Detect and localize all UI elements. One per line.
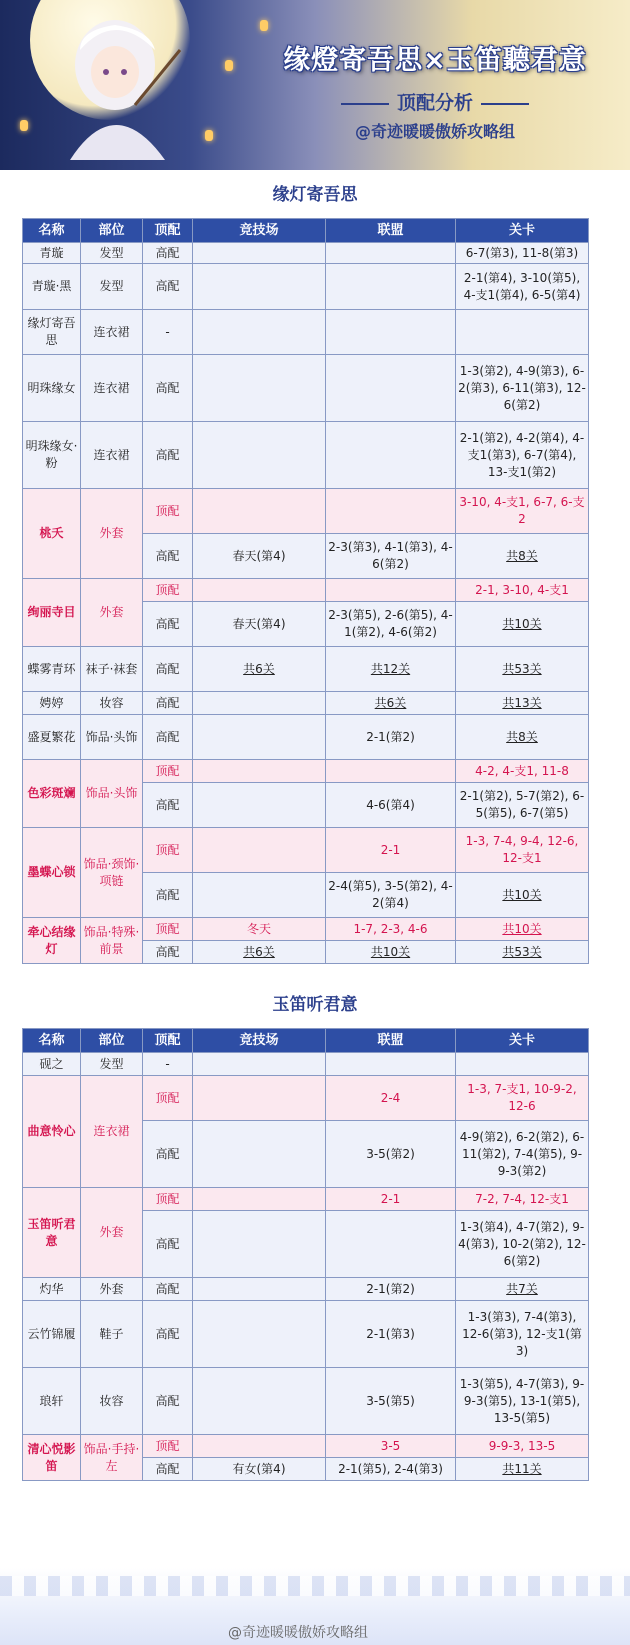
- cell-name: 琅轩: [23, 1368, 81, 1435]
- cell-arena: 冬天: [193, 918, 326, 941]
- table-row: [23, 715, 589, 760]
- cell-slot: 连衣裙: [81, 310, 143, 355]
- cell-alliance: 2-1(第2): [326, 715, 456, 760]
- cell-stage: 共11关: [456, 1458, 589, 1481]
- cell-arena: [193, 1076, 326, 1121]
- column-header-tier: 顶配: [143, 1029, 193, 1053]
- cell-tier: 高配: [143, 1368, 193, 1435]
- table-row: [23, 647, 589, 692]
- cell-tier: 高配: [143, 1211, 193, 1278]
- cell-stage: 4-2, 4-支1, 11-8: [456, 760, 589, 783]
- cell-stage: [456, 1053, 589, 1076]
- cell-alliance: [326, 579, 456, 602]
- header-banner: [0, 0, 630, 170]
- cell-stage: 9-9-3, 13-5: [456, 1435, 589, 1458]
- table-row: [23, 1076, 589, 1121]
- banner-credit: @奇迹暖暖傲娇攻略组: [354, 122, 515, 141]
- cell-name: 砚之: [23, 1053, 81, 1076]
- cell-alliance: 2-1(第3): [326, 1301, 456, 1368]
- cell-tier: 顶配: [143, 1435, 193, 1458]
- cell-arena: 春天(第4): [193, 534, 326, 579]
- table-row: [23, 760, 589, 783]
- cell-name: 明珠缘女: [23, 355, 81, 422]
- cell-name: 娉婷: [23, 692, 81, 715]
- lantern-icon: [225, 60, 233, 71]
- cell-tier: 高配: [143, 941, 193, 964]
- column-header-slot: 部位: [81, 219, 143, 243]
- cell-tier: 顶配: [143, 1188, 193, 1211]
- cell-tier: 顶配: [143, 579, 193, 602]
- cell-alliance: [326, 355, 456, 422]
- cell-slot: 发型: [81, 1053, 143, 1076]
- cell-arena: [193, 783, 326, 828]
- cell-alliance: 2-4: [326, 1076, 456, 1121]
- cell-name: 蝶雾青环: [23, 647, 81, 692]
- cell-arena: [193, 264, 326, 310]
- cell-stage: 共8关: [456, 715, 589, 760]
- column-header-arena: 竞技场: [193, 219, 326, 243]
- cell-alliance: [326, 422, 456, 489]
- cell-alliance: 2-1: [326, 828, 456, 873]
- cell-alliance: 2-1(第5), 2-4(第3): [326, 1458, 456, 1481]
- cell-tier: 顶配: [143, 918, 193, 941]
- cell-alliance: [326, 1053, 456, 1076]
- cell-tier: 高配: [143, 243, 193, 264]
- cell-alliance: [326, 489, 456, 534]
- section-title-1: 缘灯寄吾思: [272, 185, 358, 205]
- divider: [481, 103, 529, 105]
- cell-tier: 高配: [143, 422, 193, 489]
- cell-arena: 共6关: [193, 941, 326, 964]
- lantern-icon: [20, 120, 28, 131]
- cell-stage: 1-3(第2), 4-9(第3), 6-2(第3), 6-11(第3), 12-6(第2): [456, 355, 589, 422]
- cell-alliance: 1-7, 2-3, 4-6: [326, 918, 456, 941]
- cell-slot: 鞋子: [81, 1301, 143, 1368]
- cell-arena: [193, 243, 326, 264]
- cell-tier: 高配: [143, 1278, 193, 1301]
- cell-alliance: [326, 310, 456, 355]
- cell-slot: 外套: [81, 1188, 143, 1278]
- cell-alliance: [326, 243, 456, 264]
- cell-name: 明珠缘女·粉: [23, 422, 81, 489]
- cell-stage: 共10关: [456, 918, 589, 941]
- table-row: [23, 1301, 589, 1368]
- cell-arena: 春天(第4): [193, 602, 326, 647]
- column-header-stage: 关卡: [456, 219, 589, 243]
- cell-tier: 顶配: [143, 828, 193, 873]
- character-illustration: [40, 10, 210, 170]
- cell-arena: [193, 422, 326, 489]
- lantern-icon: [260, 20, 268, 31]
- cell-alliance: 共12关: [326, 647, 456, 692]
- cell-alliance: 2-3(第3), 4-1(第3), 4-6(第2): [326, 534, 456, 579]
- cell-name: 墨蝶心锁: [23, 828, 81, 918]
- cell-slot: 外套: [81, 1278, 143, 1301]
- column-header-name: 名称: [23, 219, 81, 243]
- cell-name: 云竹锦履: [23, 1301, 81, 1368]
- cell-tier: 高配: [143, 534, 193, 579]
- cell-slot: 袜子·袜套: [81, 647, 143, 692]
- cell-arena: 有女(第4): [193, 1458, 326, 1481]
- cell-name: 桃夭: [23, 489, 81, 579]
- cell-stage: 7-2, 7-4, 12-支1: [456, 1188, 589, 1211]
- cell-stage: 1-3(第3), 7-4(第3), 12-6(第3), 12-支1(第3): [456, 1301, 589, 1368]
- divider: [341, 103, 389, 105]
- cell-tier: 高配: [143, 783, 193, 828]
- cell-arena: [193, 355, 326, 422]
- cell-slot: 发型: [81, 243, 143, 264]
- cell-tier: 顶配: [143, 489, 193, 534]
- column-header-name: 名称: [23, 1029, 81, 1053]
- cell-tier: 高配: [143, 264, 193, 310]
- table-row: [23, 579, 589, 602]
- cell-alliance: 2-3(第5), 2-6(第5), 4-1(第2), 4-6(第2): [326, 602, 456, 647]
- table-row: [23, 489, 589, 534]
- cell-tier: 高配: [143, 1301, 193, 1368]
- cell-name: 玉笛听君意: [23, 1188, 81, 1278]
- cell-slot: 饰品·头饰: [81, 715, 143, 760]
- cell-stage: 1-3(第4), 4-7(第2), 9-4(第3), 10-2(第2), 12-6(第2): [456, 1211, 589, 1278]
- cell-arena: [193, 1278, 326, 1301]
- cell-alliance: 共6关: [326, 692, 456, 715]
- cell-slot: 饰品·手持·左: [81, 1435, 143, 1481]
- cell-stage: 4-9(第2), 6-2(第2), 6-11(第2), 7-4(第5), 9-9-3(第2): [456, 1121, 589, 1188]
- cell-arena: [193, 1188, 326, 1211]
- cell-alliance: 2-1(第2): [326, 1278, 456, 1301]
- cell-name: 盛夏繁花: [23, 715, 81, 760]
- cell-stage: 2-1(第2), 4-2(第4), 4-支1(第3), 6-7(第4), 13-支1(第2): [456, 422, 589, 489]
- cell-slot: 饰品·头饰: [81, 760, 143, 828]
- table-row: [23, 355, 589, 422]
- cell-arena: [193, 1435, 326, 1458]
- column-header-stage: 关卡: [456, 1029, 589, 1053]
- table-row: [23, 422, 589, 489]
- cell-tier: 高配: [143, 355, 193, 422]
- cell-name: 清心悦影笛: [23, 1435, 81, 1481]
- cell-stage: 1-3, 7-4, 9-4, 12-6, 12-支1: [456, 828, 589, 873]
- cell-stage: 3-10, 4-支1, 6-7, 6-支2: [456, 489, 589, 534]
- cell-slot: 连衣裙: [81, 355, 143, 422]
- cell-arena: [193, 873, 326, 918]
- cell-arena: [193, 310, 326, 355]
- cell-arena: [193, 1053, 326, 1076]
- column-header-alliance: 联盟: [326, 219, 456, 243]
- cell-tier: 高配: [143, 692, 193, 715]
- cell-slot: 发型: [81, 264, 143, 310]
- cell-arena: [193, 1121, 326, 1188]
- cell-arena: [193, 715, 326, 760]
- footer-credit: @奇迹暖暖傲娇攻略组: [228, 1625, 368, 1641]
- cell-arena: [193, 579, 326, 602]
- cell-name: 青璇·黑: [23, 264, 81, 310]
- cell-tier: 高配: [143, 1121, 193, 1188]
- banner-title: 缘燈寄吾思×玉笛聽君意: [283, 45, 587, 76]
- table-row: [23, 828, 589, 873]
- cell-arena: [193, 1368, 326, 1435]
- table-row: [23, 918, 589, 941]
- table-header-row: [23, 1029, 589, 1053]
- cell-tier: 高配: [143, 647, 193, 692]
- cell-arena: [193, 828, 326, 873]
- column-header-arena: 竞技场: [193, 1029, 326, 1053]
- cell-stage: 2-1(第4), 3-10(第5), 4-支1(第4), 6-5(第4): [456, 264, 589, 310]
- cell-slot: 妆容: [81, 1368, 143, 1435]
- item-table-1: [22, 218, 589, 964]
- cell-tier: 高配: [143, 715, 193, 760]
- cell-slot: 连衣裙: [81, 1076, 143, 1188]
- cell-arena: [193, 1301, 326, 1368]
- cell-stage: 2-1(第2), 5-7(第2), 6-5(第5), 6-7(第5): [456, 783, 589, 828]
- table-row: [23, 692, 589, 715]
- cell-alliance: 4-6(第4): [326, 783, 456, 828]
- cell-alliance: [326, 1211, 456, 1278]
- cell-alliance: 共10关: [326, 941, 456, 964]
- cell-stage: 共10关: [456, 873, 589, 918]
- cell-tier: 高配: [143, 602, 193, 647]
- cell-arena: [193, 489, 326, 534]
- cell-tier: 顶配: [143, 760, 193, 783]
- cell-alliance: 2-1: [326, 1188, 456, 1211]
- cell-slot: 外套: [81, 579, 143, 647]
- cell-arena: 共6关: [193, 647, 326, 692]
- cell-slot: 妆容: [81, 692, 143, 715]
- cell-alliance: 3-5: [326, 1435, 456, 1458]
- table-row: [23, 1435, 589, 1458]
- cell-tier: 高配: [143, 873, 193, 918]
- cell-name: 青璇: [23, 243, 81, 264]
- cell-name: 牵心结缘灯: [23, 918, 81, 964]
- cell-alliance: 3-5(第5): [326, 1368, 456, 1435]
- cell-slot: 饰品·颈饰·项链: [81, 828, 143, 918]
- cell-stage: 共53关: [456, 941, 589, 964]
- table-header-row: [23, 219, 589, 243]
- cell-stage: 6-7(第3), 11-8(第3): [456, 243, 589, 264]
- cell-name: 色彩斑斓: [23, 760, 81, 828]
- cell-slot: 连衣裙: [81, 422, 143, 489]
- table-row: [23, 310, 589, 355]
- table-row: [23, 1188, 589, 1211]
- cell-stage: 共53关: [456, 647, 589, 692]
- column-header-tier: 顶配: [143, 219, 193, 243]
- cell-alliance: 2-4(第5), 3-5(第2), 4-2(第4): [326, 873, 456, 918]
- cell-name: 绚丽寺目: [23, 579, 81, 647]
- cell-arena: [193, 692, 326, 715]
- column-header-slot: 部位: [81, 1029, 143, 1053]
- table-row: [23, 1053, 589, 1076]
- table-row: [23, 264, 589, 310]
- cell-stage: 共10关: [456, 602, 589, 647]
- column-header-alliance: 联盟: [326, 1029, 456, 1053]
- table-row: [23, 1278, 589, 1301]
- cell-name: 曲意怜心: [23, 1076, 81, 1188]
- cell-stage: 共8关: [456, 534, 589, 579]
- cell-slot: 外套: [81, 489, 143, 579]
- cell-name: 灼华: [23, 1278, 81, 1301]
- cell-arena: [193, 760, 326, 783]
- table-row: [23, 243, 589, 264]
- cell-stage: 共13关: [456, 692, 589, 715]
- subtitle-text: 顶配分析: [396, 92, 473, 114]
- table-row: [23, 1368, 589, 1435]
- cell-stage: 1-3(第5), 4-7(第3), 9-9-3(第5), 13-1(第5), 13-5(第5): [456, 1368, 589, 1435]
- cell-slot: 饰品·特殊·前景: [81, 918, 143, 964]
- cell-tier: -: [143, 1053, 193, 1076]
- cell-arena: [193, 1211, 326, 1278]
- lace-pattern: [0, 1576, 630, 1596]
- cell-alliance: 3-5(第2): [326, 1121, 456, 1188]
- cell-stage: [456, 310, 589, 355]
- cell-stage: 1-3, 7-支1, 10-9-2, 12-6: [456, 1076, 589, 1121]
- item-table-2: [22, 1028, 589, 1481]
- cell-tier: -: [143, 310, 193, 355]
- banner-subtitle: [300, 88, 570, 115]
- cell-tier: 高配: [143, 1458, 193, 1481]
- section-title-2: 玉笛听君意: [272, 995, 358, 1015]
- cell-alliance: [326, 760, 456, 783]
- lantern-icon: [205, 130, 213, 141]
- cell-name: 缘灯寄吾思: [23, 310, 81, 355]
- cell-stage: 2-1, 3-10, 4-支1: [456, 579, 589, 602]
- cell-stage: 共7关: [456, 1278, 589, 1301]
- cell-alliance: [326, 264, 456, 310]
- cell-tier: 顶配: [143, 1076, 193, 1121]
